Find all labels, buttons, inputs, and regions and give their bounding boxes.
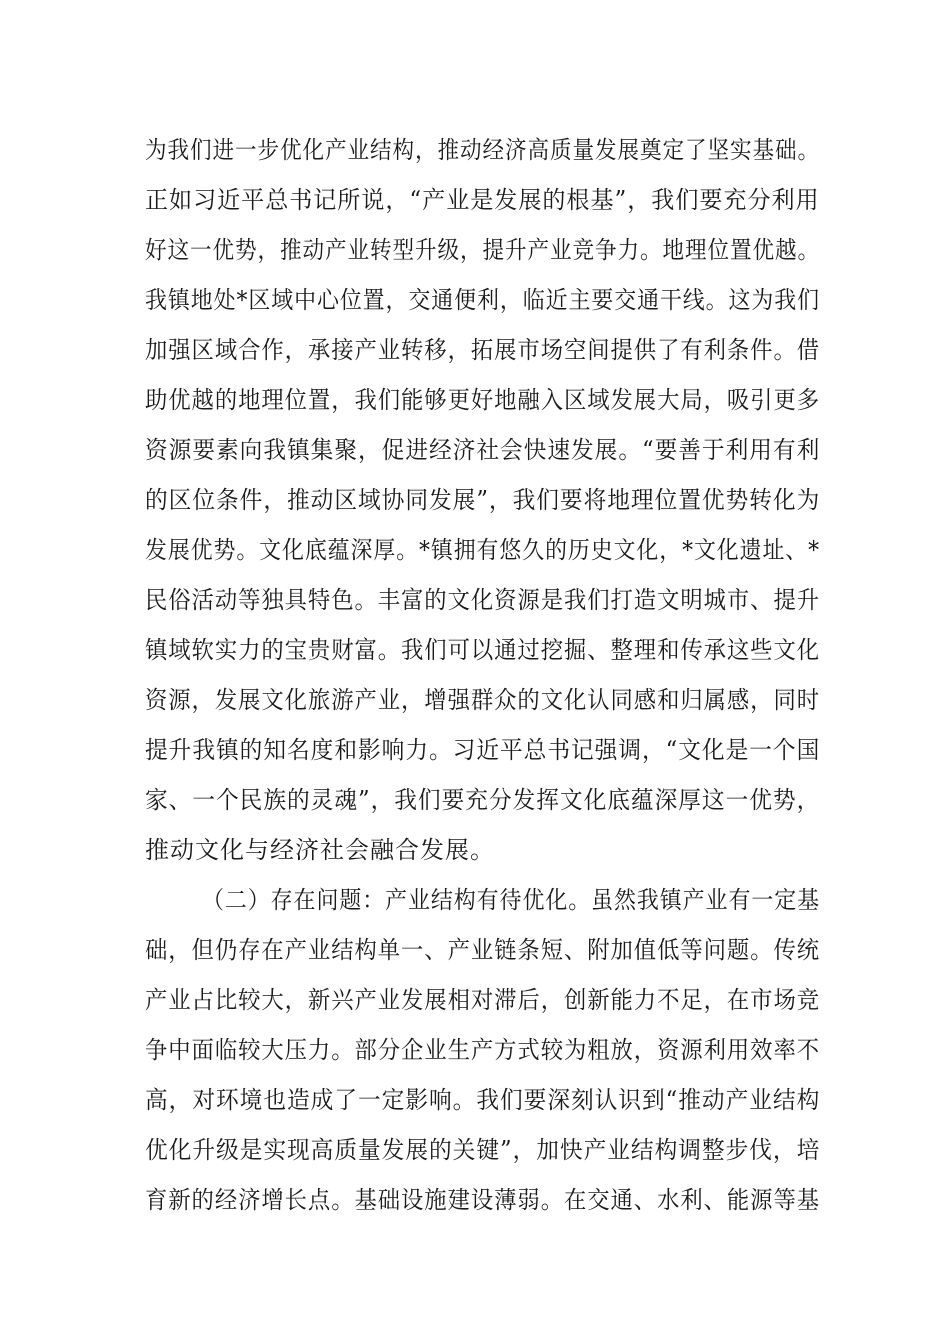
paragraph-line: 正如习近平总书记所说，“产业是发展的根基”，我们要充分利用 [145, 186, 820, 214]
paragraph-line: 优化升级是实现高质量发展的关键”，加快产业结构调整步伐，培 [145, 1136, 821, 1164]
section-heading-line: （二）存在问题：产业结构有待优化。虽然我镇产业有一定基 [202, 886, 820, 914]
paragraph-line: 民俗活动等独具特色。丰富的文化资源是我们打造文明城市、提升 [145, 586, 820, 614]
paragraph-line: 发展优势。文化底蕴深厚。*镇拥有悠久的历史文化，*文化遗址、* [145, 536, 820, 564]
paragraph-line: 家、一个民族的灵魂”，我们要充分发挥文化底蕴深厚这一优势， [145, 786, 821, 814]
paragraph-line: 育新的经济增长点。基础设施建设薄弱。在交通、水利、能源等基 [145, 1186, 820, 1214]
paragraph-line: 产业占比较大，新兴产业发展相对滞后，创新能力不足，在市场竞 [145, 986, 820, 1014]
paragraph-line: 提升我镇的知名度和影响力。习近平总书记强调，“文化是一个国 [145, 736, 821, 764]
paragraph-line: 好这一优势，推动产业转型升级，提升产业竞争力。地理位置优越。 [145, 236, 820, 264]
paragraph-line: 推动文化与经济社会融合发展。 [145, 836, 495, 864]
paragraph-line: 加强区域合作，承接产业转移，拓展市场空间提供了有利条件。借 [145, 336, 820, 364]
paragraph-line: 的区位条件，推动区域协同发展”，我们要将地理位置优势转化为 [145, 486, 821, 514]
paragraph-line: 镇域软实力的宝贵财富。我们可以通过挖掘、整理和传承这些文化 [145, 636, 820, 664]
paragraph-line: 资源，发展文化旅游产业，增强群众的文化认同感和归属感，同时 [145, 686, 820, 714]
paragraph-line: 助优越的地理位置，我们能够更好地融入区域发展大局，吸引更多 [145, 386, 820, 414]
paragraph-line: 高，对环境也造成了一定影响。我们要深刻认识到“推动产业结构 [145, 1086, 821, 1114]
paragraph-line: 资源要素向我镇集聚，促进经济社会快速发展。“要善于利用有利 [145, 436, 821, 464]
paragraph-line: 础，但仍存在产业结构单一、产业链条短、附加值低等问题。传统 [145, 936, 820, 964]
paragraph-line: 为我们进一步优化产业结构，推动经济高质量发展奠定了坚实基础。 [145, 136, 820, 164]
paragraph-line: 我镇地处*区域中心位置，交通便利，临近主要交通干线。这为我们 [145, 286, 820, 314]
paragraph-line: 争中面临较大压力。部分企业生产方式较为粗放，资源利用效率不 [145, 1036, 820, 1064]
